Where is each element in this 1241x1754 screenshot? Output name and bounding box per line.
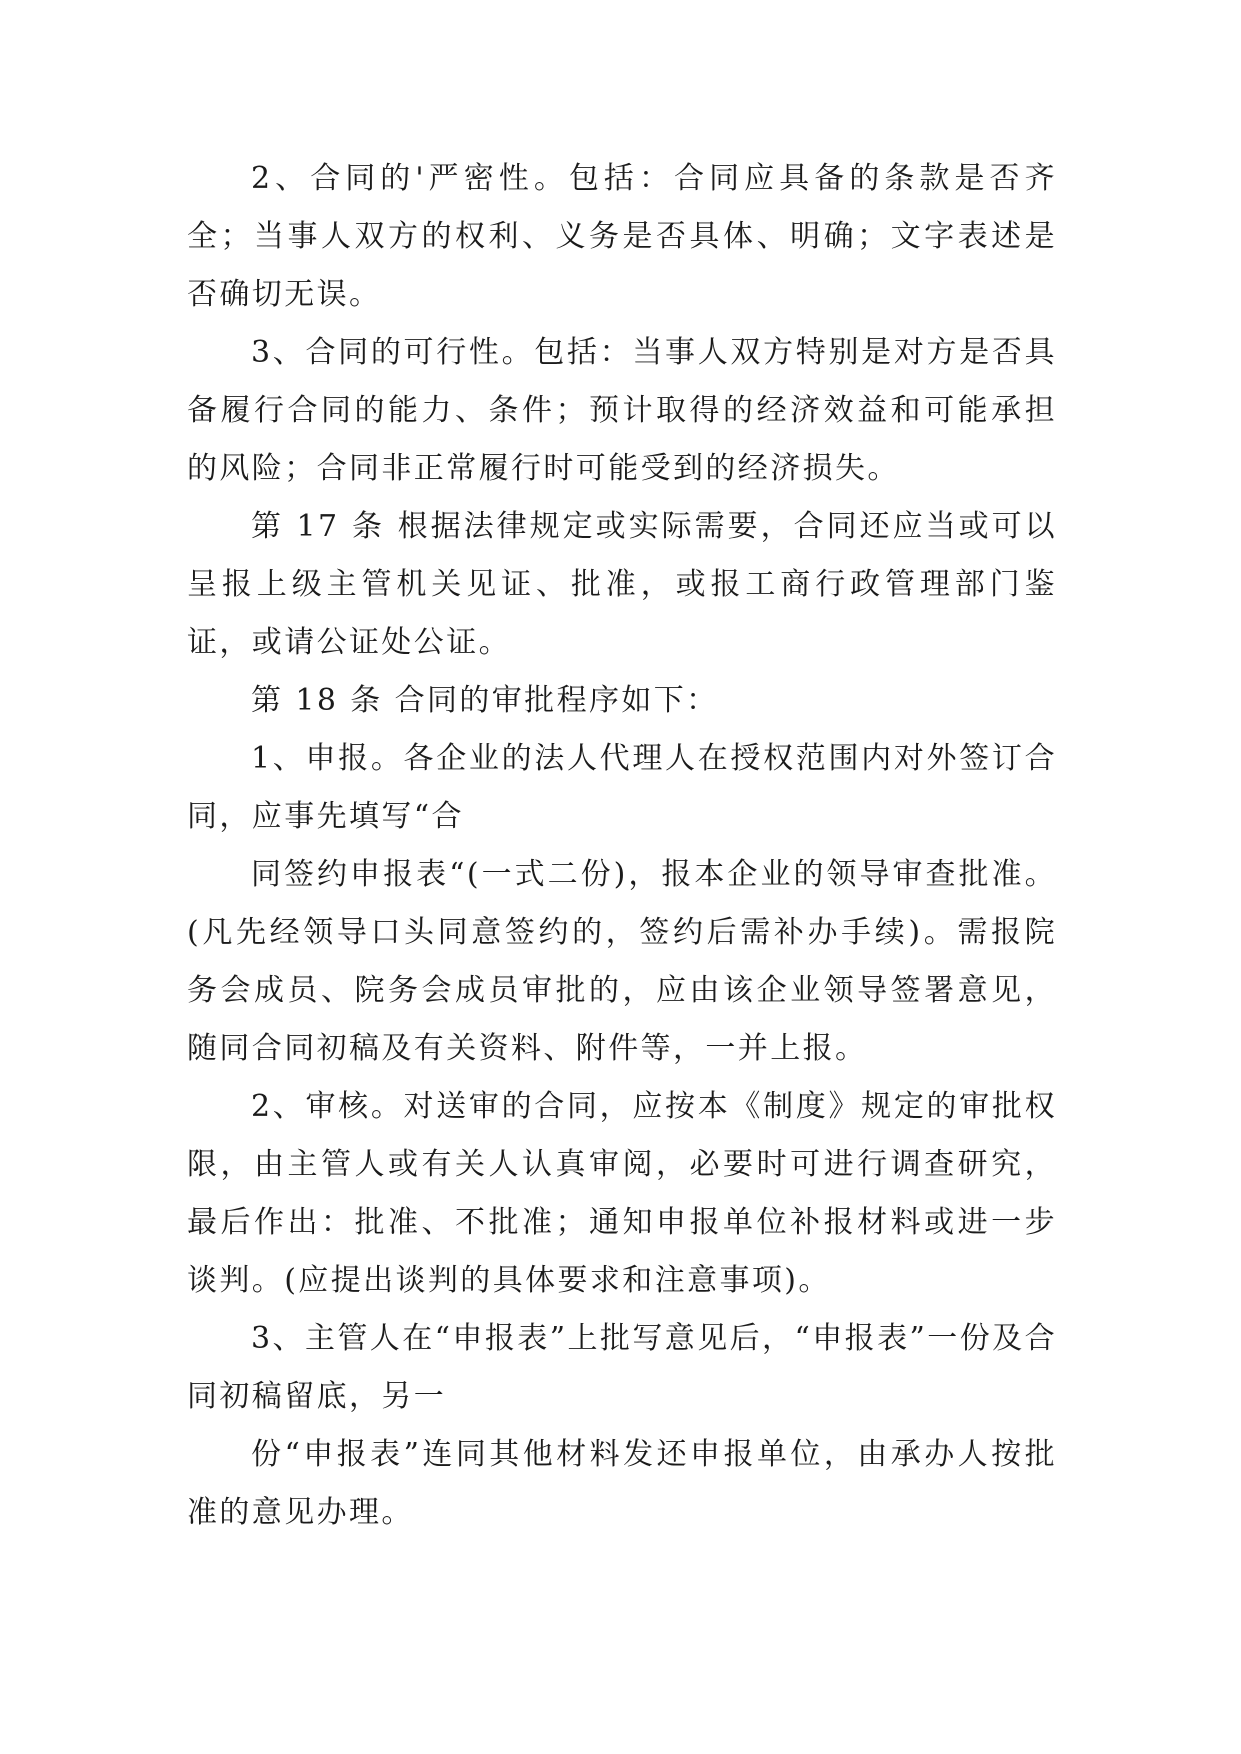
paragraph-step-3-approval: 3、主管人在“申报表”上批写意见后，“申报表”一份及合同初稿留底，另一 — [187, 1321, 1057, 1414]
paragraph-step-2-review: 2、审核。对送审的合同，应按本《制度》规定的审批权限，由主管人或有关人认真审阅，必要时可进行调查研究，最后作出：批准、不批准；通知申报单位补报材料或进一步谈判。(应提出谈判的具体要求和注意事项)。 — [187, 1089, 1057, 1298]
paragraph-step-1-continued: 同签约申报表“(一式二份)，报本企业的领导审查批准。(凡先经领导口头同意签约的，签约后需补办手续)。需报院务会成员、院务会成员审批的，应由该企业领导签署意见，随同合同初稿及有关资料、附件等，一并上报。 — [187, 857, 1057, 1066]
paragraph-step-3-continued: 份“申报表”连同其他材料发还申报单位，由承办人按批准的意见办理。 — [187, 1437, 1057, 1530]
paragraph-step-1-application: 1、申报。各企业的法人代理人在授权范围内对外签订合同，应事先填写“合 — [187, 741, 1057, 834]
paragraph-clause-3-feasibility: 3、合同的可行性。包括：当事人双方特别是对方是否具备履行合同的能力、条件；预计取得的经济效益和可能承担的风险；合同非正常履行时可能受到的经济损失。 — [187, 335, 1057, 486]
paragraph-article-17: 第 17 条 根据法律规定或实际需要，合同还应当或可以呈报上级主管机关见证、批准，或报工商行政管理部门鉴证，或请公证处公证。 — [187, 509, 1057, 660]
paragraph-article-18: 第 18 条 合同的审批程序如下： — [251, 683, 719, 718]
document-body — [187, 150, 1057, 1542]
paragraph-clause-2-rigor: 2、合同的'严密性。包括：合同应具备的条款是否齐全；当事人双方的权利、义务是否具体、明确；文字表述是否确切无误。 — [187, 161, 1057, 312]
